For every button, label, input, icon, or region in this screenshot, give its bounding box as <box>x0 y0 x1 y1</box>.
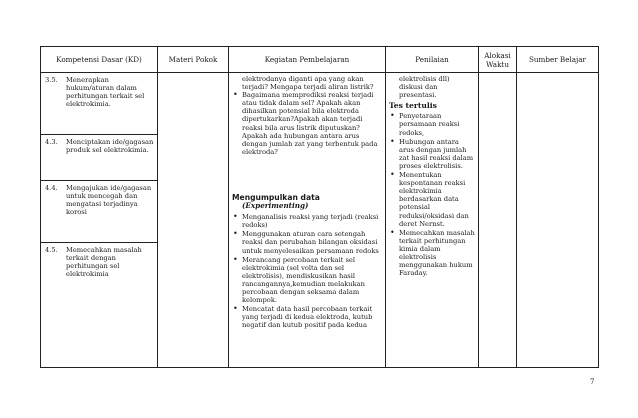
kd-number: 4.4. <box>45 184 58 192</box>
kd-number: 4.3. <box>45 138 58 146</box>
list-item: • Memecahkan masalah terkait perhitungan kimia dalam elektrolisis menggunakan hukum Faraday. <box>389 229 475 278</box>
materi-pokok-cell <box>158 73 229 368</box>
curriculum-table <box>40 46 599 368</box>
kegiatan-question-list <box>232 91 382 156</box>
section-subtitle: (Experimenting) <box>242 201 309 211</box>
page-number: 7 <box>590 378 595 386</box>
header-kompetensi-dasar: Kompetensi Dasar (KD) <box>41 47 158 73</box>
kd-number: 3.5. <box>45 76 58 84</box>
penilaian-continued-text: elektrolisis dll) diskusi dan presentasi. <box>399 75 450 100</box>
kd-number: 4.5. <box>45 246 58 254</box>
list-item: • Hubungan antara arus dengan jumlah zat hasil reaksi dalam proses elektrolisis. <box>389 138 475 170</box>
kd-text: Memecahkan masalah terkait dengan perhitungan sel elektrokimia <box>66 246 142 278</box>
section-title: Mengumpulkan data <box>232 192 320 202</box>
alokasi-waktu-cell <box>479 73 517 368</box>
kegiatan-activity-list <box>232 213 382 329</box>
header-alokasi-waktu: Alokasi Waktu <box>479 47 517 73</box>
kd-text: Mengajukan ide/gagasan untuk mencegah dan mengatasi terjadinya korosi <box>66 184 152 216</box>
list-item: • Menggunakan aturan cara setengah reaksi dan perubahan bilangan oksidasi untuk menyelesaikan persamaan redoks <box>232 230 382 254</box>
header-materi-pokok: Materi Pokok <box>158 47 229 73</box>
header-sumber-belajar: Sumber Belajar <box>517 47 599 73</box>
kegiatan-cell <box>229 73 386 368</box>
kegiatan-continued-text: elektrodanya diganti apa yang akan terjadi? Mengapa terjadi aliran listrik? <box>242 75 374 92</box>
kd-item <box>41 73 157 135</box>
kd-text: Menerapkan hukum/aturan dalam perhitungan terkait sel elektrokimia. <box>66 76 145 108</box>
sumber-belajar-cell <box>517 73 599 368</box>
penilaian-cell <box>386 73 479 368</box>
kd-item <box>41 135 157 181</box>
header-penilaian: Penilaian <box>386 47 479 73</box>
kd-text: Menciptakan ide/gagasan produk sel elektrokimia. <box>66 138 154 154</box>
list-item: • Menentukan kespontanan reaksi elektrokimia berdasarkan data potensial reduksi/oksidasi dan deret Nernst. <box>389 171 475 228</box>
tes-tertulis-title: Tes tertulis <box>389 101 437 111</box>
kd-item <box>41 181 157 243</box>
table-body-row <box>41 73 599 368</box>
list-item: • Penyetaraan persamaan reaksi redoks, <box>389 112 475 136</box>
header-kegiatan-pembelajaran: Kegiatan Pembelajaran <box>229 47 386 73</box>
list-item: • Bagaimana memprediksi reaksi terjadi atau tidak dalam sel? Apakah akan dihasilkan potensial bila elektroda dipertukarkan?Apakah akan terjadi reaksi bila arus listrik diputuskan? Apakah ada hubungan antara arus dengan jumlah zat yang terbentuk pada elektroda? <box>232 91 382 156</box>
kd-item <box>41 243 157 281</box>
list-item: • Merancang percobaan terkait sel elektrokimia (sel volta dan sel elektrolisis), mendiskusikan hasil rancangannya,kemudian melakukan percobaan dengan seksama dalam kelompok. <box>232 256 382 305</box>
list-item: • Mencatat data hasil percobaan terkait yang terjadi di kedua elektroda, kutub negatif dan kutub positif pada kedua <box>232 305 382 329</box>
table-header-row <box>41 47 599 73</box>
list-item: • Menganalisis reaksi yang terjadi (reaksi redoks) <box>232 213 382 229</box>
penilaian-list <box>389 112 475 277</box>
kd-cell <box>41 73 158 368</box>
